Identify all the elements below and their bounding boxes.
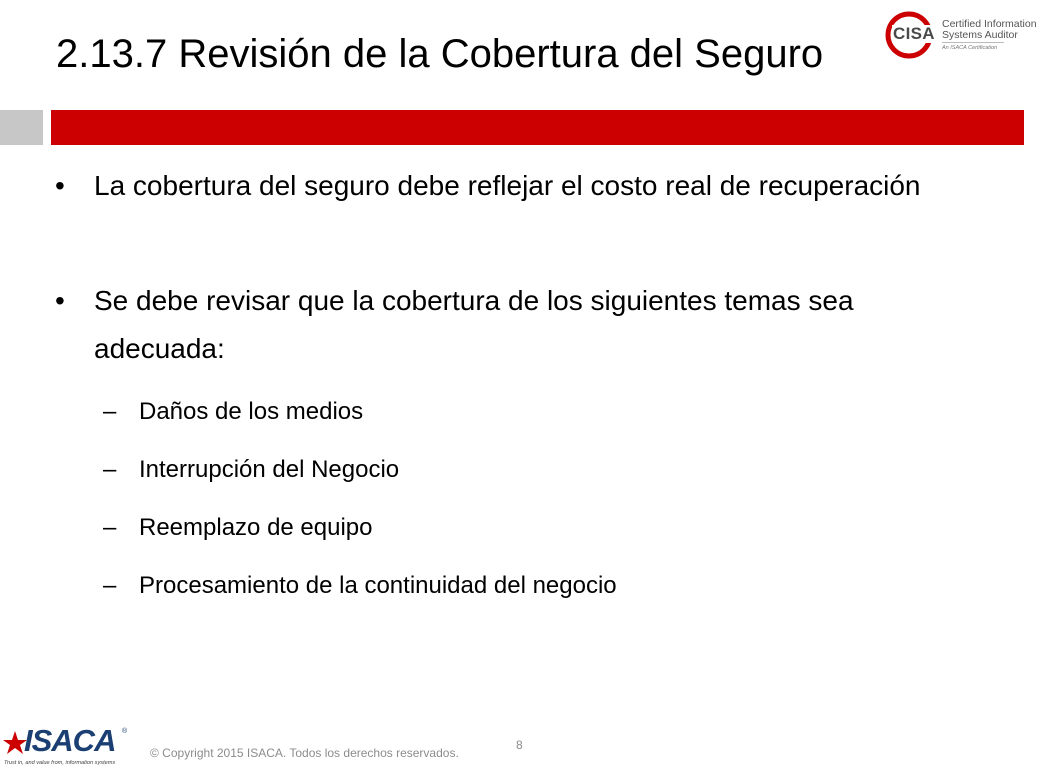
copyright-notice: © Copyright 2015 ISACA. Todos los derechos reservados.: [150, 746, 459, 760]
dash-symbol: –: [103, 572, 117, 599]
cisa-line-1: Certified Information: [942, 18, 1037, 30]
page-number: 8: [516, 738, 523, 752]
isaca-logo-icon: [2, 722, 142, 768]
sub-item-text: Interrupción del Negocio: [139, 456, 400, 483]
bullet-item: [55, 277, 954, 373]
dash-symbol: –: [103, 398, 117, 425]
cisa-wordmark: CISA: [893, 24, 935, 43]
cisa-line-2: Systems Auditor: [942, 29, 1018, 41]
sub-item-text: Procesamiento de la continuidad del negocio: [139, 572, 617, 599]
bullet-symbol: •: [55, 285, 65, 316]
dash-symbol: –: [103, 514, 117, 541]
bullet-text: La cobertura del seguro debe reflejar el costo real de recuperación: [94, 170, 921, 201]
bullet-text: Se debe revisar que la cobertura de los siguientes temas sea adecuada:: [94, 285, 854, 364]
isaca-registered-mark: ®: [122, 728, 128, 735]
dash-symbol: –: [103, 456, 117, 483]
sub-item-text: Daños de los medios: [139, 398, 364, 425]
sub-item: [103, 513, 373, 543]
sub-item: [103, 397, 364, 427]
bullet-item: [55, 162, 954, 210]
sub-item-text: Reemplazo de equipo: [139, 514, 373, 541]
sub-item: [103, 571, 617, 601]
sub-item: [103, 455, 400, 485]
bullet-symbol: •: [55, 170, 65, 201]
slide-title: 2.13.7 Revisión de la Cobertura del Seguro: [56, 32, 824, 76]
isaca-wordmark: ISACA: [24, 723, 116, 758]
cisa-subline: An ISACA Certification: [942, 45, 998, 51]
isaca-tagline: Trust in, and value from, information systems: [4, 760, 116, 766]
